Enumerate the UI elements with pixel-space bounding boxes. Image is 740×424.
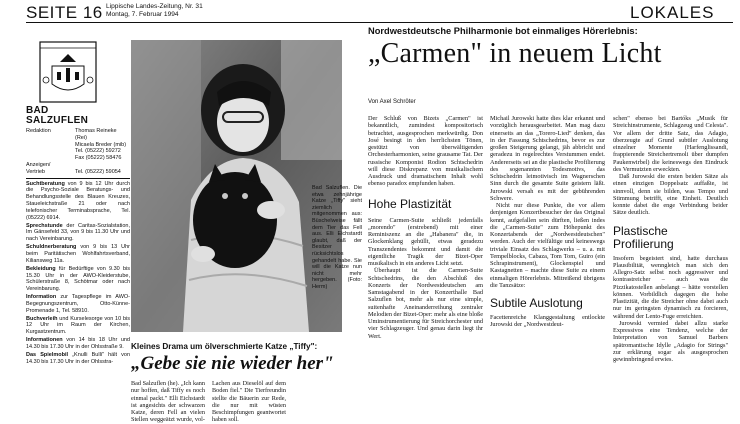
redaktion-phone: Tel. (05222) 59272 xyxy=(75,148,121,155)
subheading: Subtile Auslotung xyxy=(490,296,583,310)
story2-column: Bad Salzuflen (he). „Ich kann nur hoffen, daß Tiffy es noch einmal packt." Elli Eichstardt ist angesichts der schwarzen Katze, deren Fell an vielen Stellen weggeätzt wurde, vol- xyxy=(131,380,205,424)
masthead-paper: Lippische Landes-Zeitung, Nr. 31 xyxy=(106,3,203,10)
article-kicker: Nordwestdeutsche Philharmonie bot einmaliges Hörerlebnis: xyxy=(368,26,638,36)
paragraph: schen" ebenso bei Bartóks „Musik für Streichinstrumente, Schlagzeug und Celesta". Vor allem der dritte Satz, das Adagio, überzeugte auf Grund subtiler Auslotung einzelner Momente (Harfenglissandi, frappierende Streichertremoli über dumpfen Paukenwirbel) die keineswegs den Eindruck des Vermutzten erweckten. xyxy=(613,115,728,173)
service-entry: Buchverleih und Kurselesorge von 10 bis 12 Uhr im Raum der Kirchen, Kurgastzentrum. xyxy=(26,315,130,336)
section-title: LOKALES xyxy=(630,3,715,22)
city-logo-line1: BAD xyxy=(26,105,49,116)
subheading: Plastische Profilierung xyxy=(613,223,674,251)
city-logo-line2: SALZUFLEN xyxy=(26,115,89,126)
paragraph: Insofern begeistert sind, hatte durchaus Plausibilität, wenngleich man sich den Allegro-Satz selbst noch aggressiver und kontrastreicher – auch was die Pizzikatostellen anbelangt – hätte vorstellen können. Vorbildlich dagegen die hohe Plastizität, die die Streicher ohne dabei auch nur im geringsten dynamisch zu forcieren, während der Lento-Fuge erreichten. xyxy=(613,254,728,320)
cat-photo xyxy=(131,40,342,332)
sidebar-contacts xyxy=(26,128,130,367)
city-logo xyxy=(26,105,89,126)
paragraph: Michail Jurowski hatte dies klar erkannt und vorzüglich herausgearbeitet. Man mag dazu einerseits an das „Torero-Lied" denken, das in der Fassung Schtschedrins, bevor es zur großen Steigerung gelangt, jäh abbricht und geradezu in regelrechtes Verstummen endet. Andererseits sei an die plastische Profilierung des sogenannten Todesmotivs, das Schtschedrin leimotivisch im Wagnerschen Sinn durch die gesamte Suite geistern läßt. Jurowski versah es mit der gebührenden Schwere. xyxy=(490,115,605,202)
photo-caption: Bad Salzuflen. Die etwa zehnjährige Katze „Tiffy" sieht ziemlich mitgenommen aus: Büschelweise fällt dem Tier das Fell aus. Elli Eichstardt glaubt, daß der Besitzer rücksichtslos gehandelt habe. Sie will die Katze nun nicht mehr hergeben. (Foto: Herm) xyxy=(312,185,362,290)
vertrieb-phone: Tel. (05222) 59054 xyxy=(75,168,121,175)
redaktion-fax: Fax (05222) 58476 xyxy=(75,155,122,162)
header-rule xyxy=(26,22,733,23)
article-byline: Von Axel Schröter xyxy=(368,99,416,105)
anzeigen-label: Anzeigen/ xyxy=(26,161,51,168)
paragraph: Jurowski vermied dabei allzu starke Expressivos eine Tendenz, welche der Interpretation von Samuel Barbers spätromantische Idylle „Adagio for Strings" zur erklärung sogar als ausgesprochen gewinnbringend erwies. xyxy=(613,319,728,363)
article-column-3 xyxy=(613,115,728,363)
paragraph: Nicht nur diese Punkte, die vor allem denjenigen Konzertbesucher der das Original kennt, aufgefallen sein dürften, ließen indes die „Carmen-Suite" zum Höhepunkt des Konzertabends der „Nordwestdeutschen" werden. Auch der vielfältige und keineswegs triviale Einsatz des Schlagwerks – u. a. mit Tempelblocks, Cabaza, Tom Tom, Guiro (ein Schrapinstrument), Glockenspiel und Kastagnetten – machte diese Suite zu einem einmaligen Hörerlebnis. Mitreißend übrigens die Tanzsätze: xyxy=(490,202,605,289)
service-entry: Das Spielmobil „Knulli Bulli" hält von 14.30 bis 17.30 Uhr in der Ohlsstra- xyxy=(26,352,130,365)
story2-kicker: Kleines Drama um ölverschmierte Katze „Tiffy": xyxy=(131,342,318,351)
city-crest-icon xyxy=(26,40,114,106)
redaktion-name: Micaela Breder (mib) xyxy=(75,141,127,148)
paragraph: Daß Jurowski die ersten beiden Sätze als einen einzigen Doppelsatz auffaßte, ist sinnvoll, denn sie bilden, was Tempo und Stimmung betrifft, eine Einheit. Deutlich konnte dabei die enge Verbindung beider Sätze deutlich. xyxy=(613,173,728,217)
story2-headline: „Gebe sie nie wieder her" xyxy=(131,353,334,374)
story2-column: Lachen aus Dieselöl auf dem Boden fiel." Die Tierfreundin stellte die Bäuerin zur Rede, die nur mit wüsten Beschimpfungen geantwortet haben soll. xyxy=(212,380,286,424)
service-entry: Suchtberatung von 9 bis 12 Uhr durch die Psycho-Soziale Beratungs- und Behandlungsstelle des Blauen Kreuzes, Staueleichstraße 21 oder nach telefonischer Terminabsprache, Tel. (05222) 6914. xyxy=(26,180,130,221)
redaktion-name: Thomas Reineke (Rei) xyxy=(75,128,117,141)
vertrieb-label: Vertrieb xyxy=(26,168,45,175)
service-entry: Information zur Tagespflege im AWO-Begegnungszentrum, Otto-Künne-Promenade 1, Tel. 58910. xyxy=(26,294,130,314)
article-column-1 xyxy=(368,115,483,340)
service-entry: Informationen von 14 bis 18 Uhr und 14.30 bis 17.30 Uhr in der Ohlsstraße 9. xyxy=(26,337,130,351)
masthead xyxy=(106,3,256,19)
paragraph: Überhaupt ist die Carmen-Suite Schtschedrins, die den Abschluß des Konzerts der Nordwestdeutschen am Samstagabend in der Konzerthalle Bad Salzuflen bot, mehr als nur eine simple, suitenhafte Aneinanderreihung zentraler Melodien der Bizet-Oper: mehr als eine bloße Uminstrumentierung für Streichorchester und vier Schlagzeuger. Und genau darin liegt ihr Wert. xyxy=(368,267,483,340)
subheading: Hohe Plastizität xyxy=(368,196,452,211)
service-entry: Bekleidung für Bedürftige von 9.30 bis 15.30 Uhr in der AWO-Kleiderstube, Schülerstraße 8, Schötmar oder nach Vereinbarung. xyxy=(26,265,130,293)
paragraph: Der Schluß von Bizets „Carmen" ist bekanntlich, zumindest kompositorisch betrachtet, ausgesprochen merkwürdig. Don José besingt in den herrlichsten Tönen, gestützt von überwältigenden Orchesterharmonien, seine grausame Tat. Der russische Komponist Rodion Schtschedrin will diese Diskrepanz von musikalischem Ausdruck und dramatischem Inhalt wohl ebenso paradox empfunden haben. xyxy=(368,115,483,188)
service-entry: Schuldnerberatung von 9 bis 13 Uhr beim Paritätischen Wohlfahrtsverband, Kiliansweg 11a. xyxy=(26,244,130,264)
service-entry: Sprechstunde der Caritas-Sozialstation, Im Gänsefeld 33, von 9 bis 11.30 Uhr und nach Vereinbarung. xyxy=(26,222,130,243)
paragraph: Seine Carmen-Suite schließt jedenfalls „morendo" (erstrebend) mit einer Reminiszenz an die „Habanera" die, in Glockenklang gehüllt, etwas geradezu Transzendentes bekommt und damit die eigentliche Tragik der Bizet-Oper musikalisch in ein anderes Licht setzt. xyxy=(368,216,483,267)
paragraph: Facettenreiche Klanggestaltung entlockte Jurowski der „Nordwestdeut- xyxy=(490,314,605,329)
redaktion-label: Redaktion xyxy=(26,128,51,134)
article-column-2 xyxy=(490,115,605,329)
page-number: SEITE 16 xyxy=(26,3,103,22)
masthead-date: Montag, 7. Februar 1994 xyxy=(106,11,179,18)
sidebar-divider xyxy=(26,178,130,179)
article-headline: „Carmen" in neuem Licht xyxy=(368,38,662,69)
